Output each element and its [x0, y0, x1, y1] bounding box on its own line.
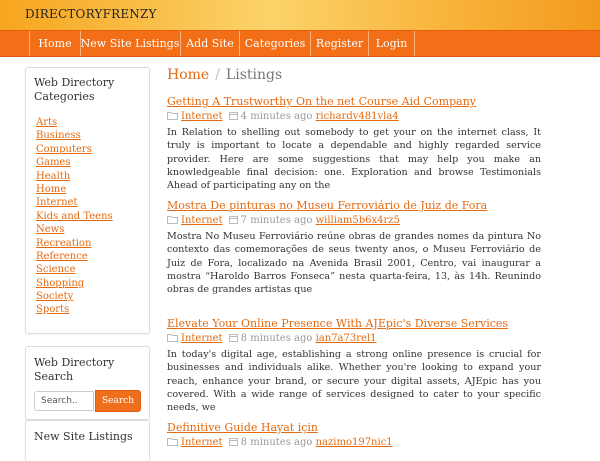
folder-icon [167, 111, 178, 120]
category-link-recreation[interactable]: Recreation [36, 237, 92, 249]
category-item[interactable] [36, 156, 113, 169]
categories-panel [25, 67, 150, 334]
listing-user-link[interactable]: ian7a73rel1 [315, 333, 377, 344]
calendar-icon [229, 111, 238, 120]
listing-category-link[interactable]: Internet [181, 333, 223, 344]
listing-title[interactable]: Mostra De pinturas no Museu Ferroviário de Juiz de Fora [167, 199, 488, 212]
listing-title[interactable]: Elevate Your Online Presence With AJEpic's Diverse Services [167, 317, 509, 330]
search-placeholder: Search.. [41, 396, 78, 406]
listing-item [167, 317, 541, 414]
breadcrumb-separator: / [215, 67, 220, 83]
category-link-games[interactable]: Games [36, 157, 71, 169]
category-item[interactable] [36, 183, 113, 196]
category-item[interactable] [36, 303, 113, 316]
listing-time: 7 minutes ago [240, 215, 313, 226]
category-item[interactable] [36, 210, 113, 223]
listing-meta [167, 110, 541, 123]
category-link-health[interactable]: Health [36, 170, 71, 182]
listing-category-link[interactable]: Internet [181, 111, 223, 122]
category-item[interactable] [36, 170, 113, 183]
category-item[interactable] [36, 250, 113, 263]
search-panel [25, 346, 150, 420]
listing-category-link[interactable]: Internet [181, 437, 223, 448]
listing-time: 8 minutes ago [240, 333, 313, 344]
listing-meta [167, 214, 541, 227]
listing-item [167, 421, 541, 449]
category-item[interactable] [36, 129, 113, 142]
listing-title[interactable]: Definitive Guide Hayat için [167, 421, 318, 434]
category-item[interactable] [36, 116, 113, 129]
listing-description: In today's digital age, establishing a strong online presence is crucial for businesses and individuals alike. Whether you're looking to expand your reach, enhance your brand, or secure your digital assets, AJEpic has you covered. With a wide range of services designed to cater to your specific needs, we [167, 349, 541, 414]
category-link-science[interactable]: Science [36, 264, 76, 276]
category-link-business[interactable]: Business [36, 130, 81, 142]
listing-description: Mostra No Museu Ferroviário reúne obras de grandes nomes da pintura No contexto das comemorações de seus twenty anos, o Museu Ferroviário de Juiz de Fora, localizado na Avenida Brasil 2001, Centro, vai inaugurar a mostra “Haroldo Barros Fonseca” nesta quarta-feira, 13, às 14h. Reunindo obras de grandes artistas que [167, 231, 541, 296]
search-title: Web Directory Search [34, 356, 115, 383]
calendar-icon [229, 215, 238, 224]
main-nav [0, 30, 600, 57]
search-button[interactable]: Search [95, 390, 141, 412]
nav-add-site[interactable]: Add Site [181, 31, 240, 56]
nav-register[interactable]: Register [311, 31, 369, 56]
category-link-home[interactable]: Home [36, 183, 67, 195]
folder-icon [167, 437, 178, 446]
category-link-arts[interactable]: Arts [36, 117, 58, 128]
listing-user-link[interactable]: william5b6x4rz5 [315, 215, 400, 226]
listing-time: 4 minutes ago [240, 111, 313, 122]
category-item[interactable] [36, 223, 113, 236]
category-link-shopping[interactable]: Shopping [36, 277, 85, 289]
calendar-icon [229, 437, 238, 446]
category-link-reference[interactable]: Reference [36, 250, 88, 262]
listing-item [167, 95, 541, 192]
search-input[interactable] [34, 391, 94, 411]
category-link-society[interactable]: Society [36, 291, 74, 303]
site-brand[interactable]: DIRECTORYFRENZY [25, 7, 157, 21]
nav-new-site-listings[interactable]: New Site Listings [80, 31, 181, 56]
category-item[interactable] [36, 277, 113, 290]
calendar-icon [229, 333, 238, 342]
category-link-internet[interactable]: Internet [36, 197, 78, 209]
nav-login[interactable]: Login [369, 31, 415, 56]
category-item[interactable] [36, 290, 113, 303]
category-item[interactable] [36, 263, 113, 276]
category-list [36, 116, 113, 317]
listing-category-link[interactable]: Internet [181, 215, 223, 226]
category-link-kids-and-teens[interactable]: Kids and Teens [36, 210, 113, 222]
listing-description: In Relation to shelling out somebody to get your on the internet class, It truly is important to locate a dependable and highly regarded service provider. Here are some suggestions that may help you make an knowledgeable final decision: one. Exploration and browse Testimonials Ahead of participating any on the [167, 127, 541, 192]
new-listings-title: New Site Listings [34, 430, 133, 443]
new-listings-panel [25, 420, 150, 461]
categories-title: Web Directory Categories [34, 76, 115, 103]
listing-item [167, 199, 541, 296]
listing-meta [167, 436, 541, 449]
folder-icon [167, 333, 178, 342]
breadcrumb [167, 67, 282, 83]
category-item[interactable] [36, 237, 113, 250]
listing-user-link[interactable]: nazimo197nic1 [315, 437, 393, 448]
listing-user-link[interactable]: richardv481vla4 [315, 111, 399, 122]
folder-icon [167, 215, 178, 224]
category-item[interactable] [36, 143, 113, 156]
nav-categories[interactable]: Categories [240, 31, 311, 56]
nav-home[interactable]: Home [29, 31, 81, 56]
listing-title[interactable]: Getting A Trustworthy On the net Course Aid Company [167, 95, 476, 108]
category-link-sports[interactable]: Sports [36, 304, 70, 316]
listing-meta [167, 332, 541, 345]
category-item[interactable] [36, 196, 113, 209]
site-header [0, 0, 600, 30]
breadcrumb-home[interactable]: Home [167, 67, 210, 83]
listing-time: 8 minutes ago [240, 437, 313, 448]
breadcrumb-current: Listings [225, 67, 283, 83]
category-link-news[interactable]: News [36, 224, 65, 236]
category-link-computers[interactable]: Computers [36, 143, 92, 155]
